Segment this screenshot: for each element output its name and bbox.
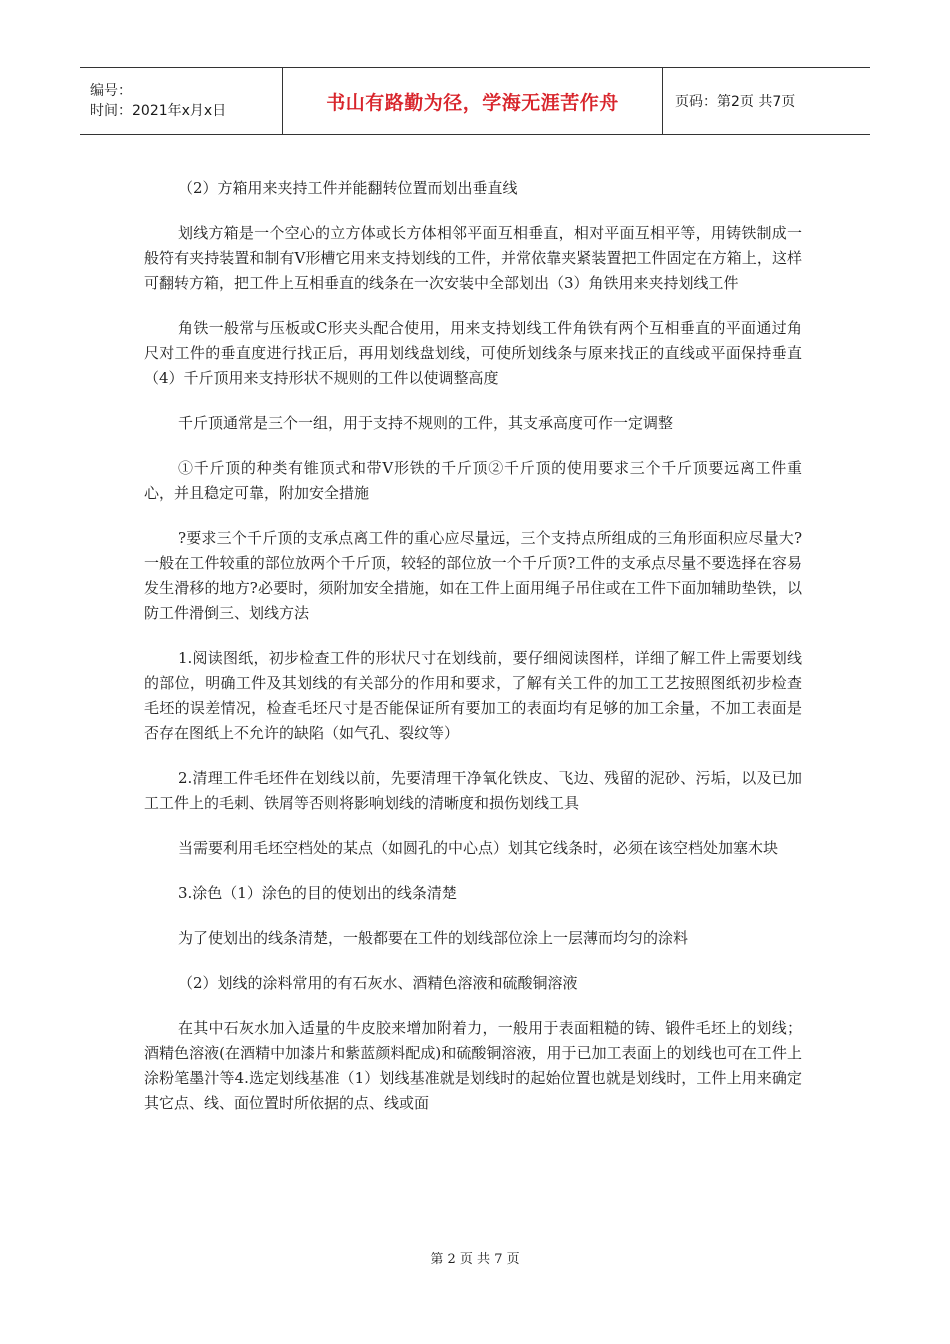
paragraph: 千斤顶通常是三个一组，用于支持不规则的工件，其支承高度可作一定调整 <box>178 414 674 432</box>
paragraph: 划线方箱是一个空心的立方体或长方体相邻平面互相垂直，相对平面互相平等，用铸铁制成一般符有夹持装置和制有V形槽它用来支持划线的工件，并常依靠夹紧装置把工件固定在方箱上，这样可翻转方箱，把工件上互相垂直的线条在一次安装中全部划出（3）角铁用来夹持划线工件 <box>144 224 802 292</box>
paragraph: 1.阅读图纸，初步检查工件的形状尺寸在划线前，要仔细阅读图样，详细了解工件上需要划线的部位，明确工件及其划线的有关部分的作用和要求，了解有关工件的加工工艺按照图纸初步检查毛坯的误差情况，检查毛坯尺寸是否能保证所有要加工的表面均有足够的加工余量，不加工表面是否存在图纸上不允许的缺陷（如气孔、裂纹等） <box>144 649 802 742</box>
document-number-label: 编号： <box>90 83 132 99</box>
paragraph: 为了使划出的线条清楚，一般都要在工件的划线部位涂上一层薄而均匀的涂料 <box>178 929 689 947</box>
paragraph: （2）划线的涂料常用的有石灰水、酒精色溶液和硫酸铜溶液 <box>178 974 578 992</box>
header-page-info: 页码：第2页 共7页 <box>675 94 796 110</box>
header-page-cell <box>663 68 870 134</box>
document-body <box>144 176 802 1136</box>
header-motto-cell <box>283 68 663 134</box>
paragraph: 角铁一般常与压板或C形夹头配合使用，用来支持划线工件角铁有两个互相垂直的平面通过角尺对工件的垂直度进行找正后，再用划线盘划线，可使所划线条与原来找正的直线或平面保持垂直（4）千斤顶用来支持形状不规则的工件以使调整高度 <box>144 319 802 387</box>
paragraph: 当需要利用毛坯空档处的某点（如圆孔的中心点）划其它线条时，必须在该空档处加塞木块 <box>178 839 779 857</box>
page-footer: 第 2 页 共 7 页 <box>430 1252 520 1267</box>
paragraph: ?要求三个千斤顶的支承点离工件的重心应尽量远，三个支持点所组成的三角形面积应尽量大?一般在工件较重的部位放两个千斤顶，较轻的部位放一个千斤顶?工件的支承点尽量不要选择在容易发生滑移的地方?必要时，须附加安全措施，如在工件上面用绳子吊住或在工件下面加辅助垫铁，以防工件滑倒三、划线方法 <box>144 529 802 622</box>
paragraph: ①千斤顶的种类有锥顶式和带V形铁的千斤顶②千斤顶的使用要求三个千斤顶要远离工件重心，并且稳定可靠，附加安全措施 <box>144 459 802 502</box>
paragraph: 在其中石灰水加入适量的牛皮胶来增加附着力，一般用于表面粗糙的铸、锻件毛坯上的划线；酒精色溶液(在酒精中加漆片和紫蓝颜料配成)和硫酸铜溶液，用于已加工表面上的划线也可在工件上涂粉笔墨汁等4.选定划线基准（1）划线基准就是划线时的起始位置也就是划线时，工件上用来确定其它点、线、面位置时所依据的点、线或面 <box>144 1019 802 1112</box>
header-motto: 书山有路勤为径，学海无涯苦作舟 <box>326 91 619 114</box>
document-date: 时间：2021年x月x日 <box>90 103 227 119</box>
header-meta <box>80 68 283 134</box>
paragraph: （2）方箱用来夹持工件并能翻转位置而划出垂直线 <box>178 179 518 197</box>
paragraph: 3.涂色（1）涂色的目的使划出的线条清楚 <box>178 884 457 902</box>
document-header <box>80 67 870 135</box>
paragraph: 2.清理工件毛坯件在划线以前，先要清理干净氧化铁皮、飞边、残留的泥砂、污垢，以及已加工工件上的毛刺、铁屑等否则将影响划线的清晰度和损伤划线工具 <box>144 769 802 812</box>
